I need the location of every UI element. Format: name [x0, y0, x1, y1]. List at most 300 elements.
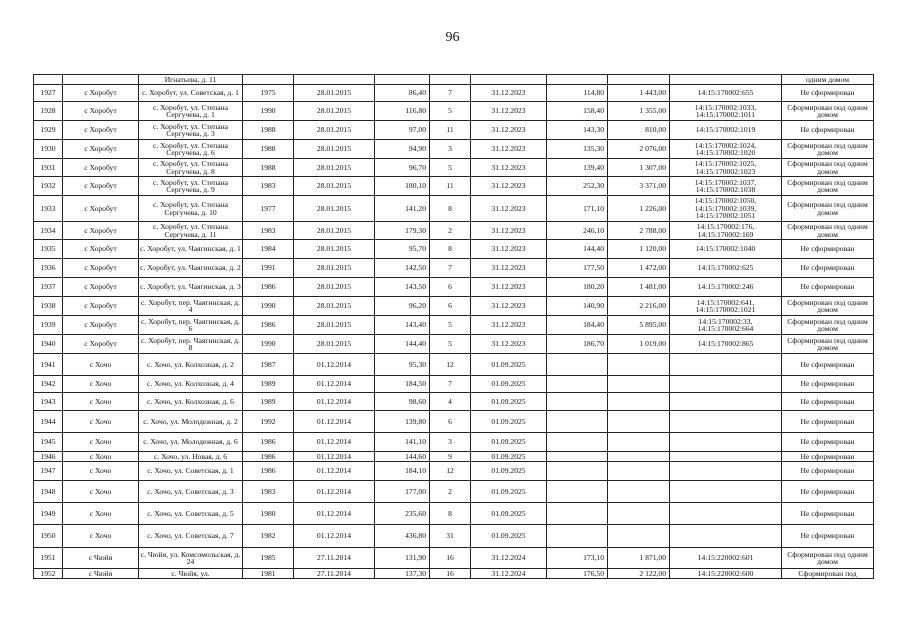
cell-year-built: 1984 — [243, 240, 294, 259]
table-row — [34, 376, 874, 393]
cell-date: 28.01.2015 — [294, 121, 375, 140]
cell-cadastral-number — [670, 525, 782, 548]
table-row — [34, 121, 874, 140]
cell-cadastral-number — [670, 481, 782, 503]
cell-cadastral-number: 14:15:170002:33, 14:15:170002:664 — [670, 316, 782, 335]
cell-row-number: 1939 — [34, 316, 63, 335]
cell-area: 94,90 — [375, 140, 430, 159]
cell-date: 01.12.2014 — [294, 376, 375, 393]
cell-row-number: 1950 — [34, 525, 63, 548]
table-row — [34, 102, 874, 121]
cell-address: с. Хоробут, ул. Степана Сергучева, д. 11 — [139, 222, 243, 240]
cell-date: 28.01.2015 — [294, 222, 375, 240]
cell-cadastral-number: 14:15:170002:1024, 14:15:170002:1020 — [670, 140, 782, 159]
cell-settlement: с Хоробут — [63, 121, 139, 140]
cell-land-area: 1 443,00 — [608, 85, 670, 102]
cell-settlement: с Хочо — [63, 376, 139, 393]
cell-cadastral-number — [670, 503, 782, 525]
cell-date: 28.01.2015 — [294, 297, 375, 316]
cell-date: 01.12.2014 — [294, 481, 375, 503]
cell-year-built: 1988 — [243, 121, 294, 140]
cell-deadline: 01.09.2025 — [471, 354, 547, 376]
cell-area-total — [547, 376, 608, 393]
cell-year-built — [243, 75, 294, 85]
cell-year-built: 1990 — [243, 335, 294, 354]
cell-land-area: 810,00 — [608, 121, 670, 140]
table-row — [34, 259, 874, 278]
cell-land-area: 1 226,00 — [608, 196, 670, 222]
cell-area: 179,30 — [375, 222, 430, 240]
cell-address: с. Хоробут, ул. Чаягинская, д. 2 — [139, 259, 243, 278]
cell-land-status: Сформирован под одним домом — [782, 297, 874, 316]
cell-date: 28.01.2015 — [294, 196, 375, 222]
cell-date: 28.01.2015 — [294, 259, 375, 278]
cell-residents: 12 — [430, 354, 471, 376]
cell-year-built: 1987 — [243, 354, 294, 376]
cell-address: с. Хочо, ул. Советская, д. 3 — [139, 481, 243, 503]
cell-land-area: 1 355,00 — [608, 102, 670, 121]
cell-area: 180,10 — [375, 177, 430, 196]
cell-residents: 3 — [430, 140, 471, 159]
cell-year-built: 1990 — [243, 297, 294, 316]
cell-deadline: 31.12.2023 — [471, 85, 547, 102]
cell-area: 143,50 — [375, 278, 430, 297]
cell-land-area — [608, 411, 670, 433]
cell-address: с. Хочо, ул. Колхозная, д. 4 — [139, 376, 243, 393]
cell-land-status: Не сформирован — [782, 240, 874, 259]
cell-row-number: 1932 — [34, 177, 63, 196]
cell-year-built: 1985 — [243, 548, 294, 569]
cell-date: 28.01.2015 — [294, 102, 375, 121]
cell-year-built: 1986 — [243, 433, 294, 452]
registry-body — [34, 75, 874, 579]
cell-address: с. Хочо, ул. Советская, д. 5 — [139, 503, 243, 525]
cell-area-total: 139,40 — [547, 159, 608, 177]
cell-land-area — [608, 75, 670, 85]
cell-land-area: 3 371,00 — [608, 177, 670, 196]
table-row — [34, 85, 874, 102]
cell-area: 95,30 — [375, 354, 430, 376]
cell-settlement: с Хоробут — [63, 259, 139, 278]
cell-date: 28.01.2015 — [294, 140, 375, 159]
cell-year-built: 1982 — [243, 525, 294, 548]
cell-land-area: 1 307,00 — [608, 159, 670, 177]
cell-area-total: 177,50 — [547, 259, 608, 278]
cell-residents: 8 — [430, 503, 471, 525]
cell-residents: 6 — [430, 278, 471, 297]
cell-area: 139,80 — [375, 411, 430, 433]
cell-area: 184,10 — [375, 462, 430, 481]
cell-settlement: с Хоробут — [63, 102, 139, 121]
cell-residents: 7 — [430, 376, 471, 393]
cell-area-total — [547, 452, 608, 462]
housing-registry-table — [33, 74, 874, 579]
table-row — [34, 393, 874, 411]
cell-deadline: 31.12.2023 — [471, 121, 547, 140]
cell-cadastral-number — [670, 462, 782, 481]
cell-area-total — [547, 433, 608, 452]
cell-deadline: 31.12.2023 — [471, 196, 547, 222]
cell-area-total — [547, 525, 608, 548]
cell-area-total: 176,50 — [547, 569, 608, 579]
cell-area: 86,40 — [375, 85, 430, 102]
cell-date: 01.12.2014 — [294, 393, 375, 411]
cell-row-number: 1929 — [34, 121, 63, 140]
cell-area-total — [547, 75, 608, 85]
cell-deadline: 31.12.2023 — [471, 259, 547, 278]
cell-deadline: 01.09.2025 — [471, 525, 547, 548]
cell-row-number: 1930 — [34, 140, 63, 159]
cell-area-total: 143,30 — [547, 121, 608, 140]
cell-residents: 2 — [430, 222, 471, 240]
cell-deadline: 01.09.2025 — [471, 462, 547, 481]
cell-row-number: 1943 — [34, 393, 63, 411]
cell-year-built: 1992 — [243, 411, 294, 433]
cell-cadastral-number: 14:15:170002:655 — [670, 85, 782, 102]
cell-area: 116,80 — [375, 102, 430, 121]
cell-land-area: 2 076,00 — [608, 140, 670, 159]
cell-row-number: 1952 — [34, 569, 63, 579]
cell-land-area — [608, 433, 670, 452]
cell-residents: 8 — [430, 196, 471, 222]
cell-row-number: 1937 — [34, 278, 63, 297]
cell-area: 98,60 — [375, 393, 430, 411]
cell-row-number: 1945 — [34, 433, 63, 452]
cell-row-number: 1934 — [34, 222, 63, 240]
table-row — [34, 481, 874, 503]
cell-address: Игнатьева, д. 11 — [139, 75, 243, 85]
cell-area-total: 135,30 — [547, 140, 608, 159]
cell-land-area: 1 472,00 — [608, 259, 670, 278]
cell-area-total: 246,10 — [547, 222, 608, 240]
table-row — [34, 75, 874, 85]
cell-settlement: с Чюйя — [63, 569, 139, 579]
cell-residents: 9 — [430, 452, 471, 462]
cell-deadline: 31.12.2023 — [471, 140, 547, 159]
cell-settlement: с Хочо — [63, 393, 139, 411]
cell-land-area — [608, 503, 670, 525]
cell-land-area: 1 019,00 — [608, 335, 670, 354]
cell-row-number: 1928 — [34, 102, 63, 121]
cell-settlement: с Хоробут — [63, 297, 139, 316]
cell-deadline: 31.12.2023 — [471, 240, 547, 259]
cell-row-number: 1935 — [34, 240, 63, 259]
cell-land-status: Сформирован под одним домом — [782, 177, 874, 196]
cell-area-total: 180,20 — [547, 278, 608, 297]
cell-settlement: с Хоробут — [63, 335, 139, 354]
cell-area: 177,00 — [375, 481, 430, 503]
cell-settlement: с Хочо — [63, 354, 139, 376]
cell-cadastral-number: 14:15:170002:641, 14:15:170002:1021 — [670, 297, 782, 316]
cell-settlement: с Хочо — [63, 503, 139, 525]
cell-deadline: 01.09.2025 — [471, 393, 547, 411]
cell-address: с. Хоробут, ул. Советская, д. 1 — [139, 85, 243, 102]
cell-land-area — [608, 481, 670, 503]
cell-deadline: 31.12.2024 — [471, 548, 547, 569]
cell-area: 95,70 — [375, 240, 430, 259]
cell-area-total: 173,10 — [547, 548, 608, 569]
table-row — [34, 196, 874, 222]
cell-address: с. Хоробут, ул. Степана Сергучева, д. 8 — [139, 159, 243, 177]
cell-land-status: Не сформирован — [782, 354, 874, 376]
cell-land-status: Не сформирован — [782, 525, 874, 548]
cell-area-total: 186,70 — [547, 335, 608, 354]
cell-settlement — [63, 75, 139, 85]
cell-row-number: 1936 — [34, 259, 63, 278]
cell-land-area: 5 895,00 — [608, 316, 670, 335]
cell-cadastral-number — [670, 411, 782, 433]
cell-residents: 5 — [430, 102, 471, 121]
cell-area-total: 252,30 — [547, 177, 608, 196]
cell-settlement: с Хочо — [63, 481, 139, 503]
cell-date: 27.11.2014 — [294, 569, 375, 579]
cell-year-built: 1991 — [243, 259, 294, 278]
cell-address: с. Хоробут, ул. Степана Сергучева, д. 10 — [139, 196, 243, 222]
cell-deadline: 01.09.2025 — [471, 433, 547, 452]
cell-land-area: 1 871,00 — [608, 548, 670, 569]
cell-deadline: 31.12.2023 — [471, 159, 547, 177]
cell-residents: 6 — [430, 297, 471, 316]
cell-residents: 3 — [430, 433, 471, 452]
cell-land-status: одним домом — [782, 75, 874, 85]
cell-cadastral-number: 14:15:170002:176, 14:15:170002:169 — [670, 222, 782, 240]
table-row — [34, 548, 874, 569]
table-row — [34, 462, 874, 481]
cell-residents: 11 — [430, 177, 471, 196]
table-row — [34, 159, 874, 177]
cell-land-area: 1 481,00 — [608, 278, 670, 297]
cell-area: 96,20 — [375, 297, 430, 316]
cell-land-area — [608, 452, 670, 462]
cell-row-number: 1947 — [34, 462, 63, 481]
cell-area-total — [547, 481, 608, 503]
cell-land-area: 2 216,00 — [608, 297, 670, 316]
cell-address: с. Чюйя, ул. — [139, 569, 243, 579]
cell-cadastral-number — [670, 354, 782, 376]
cell-date: 28.01.2015 — [294, 240, 375, 259]
cell-land-status: Сформирован под одним домом — [782, 222, 874, 240]
cell-address: с. Чюйя, ул. Комсомольская, д. 24 — [139, 548, 243, 569]
cell-land-area: 2 788,00 — [608, 222, 670, 240]
cell-date: 28.01.2015 — [294, 316, 375, 335]
cell-area: 144,40 — [375, 335, 430, 354]
cell-date: 28.01.2015 — [294, 335, 375, 354]
cell-settlement: с Хочо — [63, 411, 139, 433]
cell-date: 01.12.2014 — [294, 433, 375, 452]
cell-row-number: 1949 — [34, 503, 63, 525]
cell-residents: 7 — [430, 259, 471, 278]
cell-area: 436,80 — [375, 525, 430, 548]
cell-area: 96,70 — [375, 159, 430, 177]
table-row — [34, 297, 874, 316]
cell-date: 01.12.2014 — [294, 503, 375, 525]
cell-date: 01.12.2014 — [294, 462, 375, 481]
cell-residents: 5 — [430, 335, 471, 354]
cell-land-area — [608, 393, 670, 411]
cell-settlement: с Хоробут — [63, 240, 139, 259]
cell-residents: 6 — [430, 411, 471, 433]
cell-land-status: Сформирован под одним домом — [782, 335, 874, 354]
cell-address: с. Хоробут, ул. Чаягинская, д. 1 — [139, 240, 243, 259]
cell-settlement: с Хоробут — [63, 140, 139, 159]
cell-land-status: Не сформирован — [782, 259, 874, 278]
cell-deadline: 01.09.2025 — [471, 376, 547, 393]
cell-address: с. Хочо, ул. Молодежная, д. 6 — [139, 433, 243, 452]
cell-land-status: Сформирован под одним домом — [782, 548, 874, 569]
table-row — [34, 503, 874, 525]
cell-row-number: 1946 — [34, 452, 63, 462]
cell-row-number: 1941 — [34, 354, 63, 376]
cell-cadastral-number: 14:15:170002:1050, 14:15:170002:1039, 14:15:170002:1051 — [670, 196, 782, 222]
cell-land-status: Не сформирован — [782, 462, 874, 481]
cell-deadline: 01.09.2025 — [471, 452, 547, 462]
table-row — [34, 240, 874, 259]
cell-address: с. Хочо, ул. Советская, д. 1 — [139, 462, 243, 481]
cell-area: 97,00 — [375, 121, 430, 140]
cell-area: 184,50 — [375, 376, 430, 393]
cell-row-number — [34, 75, 63, 85]
cell-land-status: Не сформирован — [782, 121, 874, 140]
table-row — [34, 411, 874, 433]
cell-land-area: 1 120,00 — [608, 240, 670, 259]
cell-settlement: с Хоробут — [63, 177, 139, 196]
cell-area-total: 114,80 — [547, 85, 608, 102]
cell-year-built: 1986 — [243, 278, 294, 297]
cell-land-status: Не сформирован — [782, 85, 874, 102]
cell-settlement: с Хоробут — [63, 278, 139, 297]
cell-address: с. Хочо, ул. Колхозная, д. 2 — [139, 354, 243, 376]
cell-date: 28.01.2015 — [294, 85, 375, 102]
cell-deadline: 31.12.2023 — [471, 316, 547, 335]
cell-address: с. Хоробут, пер. Чаягинская, д. 6 — [139, 316, 243, 335]
cell-address: с. Хочо, ул. Колхозная, д. 6 — [139, 393, 243, 411]
cell-date: 01.12.2014 — [294, 452, 375, 462]
cell-address: с. Хоробут, ул. Чаягинская, д. 3 — [139, 278, 243, 297]
cell-address: с. Хоробут, пер. Чаягинская, д. 4 — [139, 297, 243, 316]
table-row — [34, 525, 874, 548]
cell-row-number: 1948 — [34, 481, 63, 503]
cell-year-built: 1989 — [243, 393, 294, 411]
cell-deadline: 31.12.2023 — [471, 177, 547, 196]
table-row — [34, 335, 874, 354]
table-row — [34, 569, 874, 579]
cell-land-status: Не сформирован — [782, 411, 874, 433]
cell-area — [375, 75, 430, 85]
cell-year-built: 1983 — [243, 222, 294, 240]
cell-cadastral-number: 14:15:170002:246 — [670, 278, 782, 297]
cell-cadastral-number: 14:15:220002:601 — [670, 548, 782, 569]
cell-address: с. Хочо, ул. Советская, д. 7 — [139, 525, 243, 548]
cell-row-number: 1933 — [34, 196, 63, 222]
cell-residents: 4 — [430, 393, 471, 411]
cell-date: 01.12.2014 — [294, 354, 375, 376]
cell-row-number: 1944 — [34, 411, 63, 433]
cell-area: 144,60 — [375, 452, 430, 462]
cell-deadline — [471, 75, 547, 85]
cell-residents: 2 — [430, 481, 471, 503]
cell-residents: 31 — [430, 525, 471, 548]
cell-area-total — [547, 393, 608, 411]
table-row — [34, 177, 874, 196]
cell-land-status: Не сформирован — [782, 452, 874, 462]
cell-year-built: 1977 — [243, 196, 294, 222]
cell-date: 27.11.2014 — [294, 548, 375, 569]
cell-date: 01.12.2014 — [294, 411, 375, 433]
cell-area-total — [547, 462, 608, 481]
cell-land-status: Сформирован под одним домом — [782, 196, 874, 222]
cell-land-area — [608, 354, 670, 376]
cell-cadastral-number: 14:15:170002:1019 — [670, 121, 782, 140]
cell-address: с. Хоробут, пер. Чаягинская, д. 8 — [139, 335, 243, 354]
cell-row-number: 1942 — [34, 376, 63, 393]
cell-area-total: 144,40 — [547, 240, 608, 259]
cell-settlement: с Хочо — [63, 525, 139, 548]
cell-land-area — [608, 462, 670, 481]
cell-year-built: 1988 — [243, 140, 294, 159]
cell-cadastral-number — [670, 452, 782, 462]
cell-area-total: 158,40 — [547, 102, 608, 121]
cell-area: 141,10 — [375, 433, 430, 452]
cell-area: 143,40 — [375, 316, 430, 335]
cell-date: 01.12.2014 — [294, 525, 375, 548]
cell-cadastral-number: 14:15:170002:1033, 14:15:170002:1011 — [670, 102, 782, 121]
cell-settlement: с Хоробут — [63, 85, 139, 102]
cell-land-status: Не сформирован — [782, 433, 874, 452]
cell-land-status: Сформирован под одним домом — [782, 140, 874, 159]
cell-row-number: 1938 — [34, 297, 63, 316]
cell-area: 141,20 — [375, 196, 430, 222]
cell-settlement: с Хочо — [63, 452, 139, 462]
table-row — [34, 140, 874, 159]
cell-deadline: 31.12.2023 — [471, 278, 547, 297]
cell-year-built: 1981 — [243, 569, 294, 579]
cell-land-status: Не сформирован — [782, 376, 874, 393]
cell-land-area: 2 122,00 — [608, 569, 670, 579]
cell-year-built: 1990 — [243, 102, 294, 121]
cell-residents: 16 — [430, 569, 471, 579]
cell-area-total: 184,40 — [547, 316, 608, 335]
cell-deadline: 01.09.2025 — [471, 481, 547, 503]
cell-deadline: 31.12.2023 — [471, 102, 547, 121]
cell-residents: 5 — [430, 316, 471, 335]
cell-deadline: 31.12.2023 — [471, 297, 547, 316]
cell-residents: 12 — [430, 462, 471, 481]
cell-year-built: 1986 — [243, 316, 294, 335]
cell-address: с. Хоробут, ул. Степана Сергучева, д. 1 — [139, 102, 243, 121]
page-number: 96 — [445, 30, 460, 45]
cell-settlement: с Хоробут — [63, 222, 139, 240]
cell-cadastral-number: 14:15:220002:600 — [670, 569, 782, 579]
cell-area-total — [547, 411, 608, 433]
table-row — [34, 278, 874, 297]
cell-year-built: 1975 — [243, 85, 294, 102]
cell-address: с. Хоробут, ул. Степана Сергучева, д. 6 — [139, 140, 243, 159]
cell-land-status: Не сформирован — [782, 278, 874, 297]
cell-cadastral-number: 14:15:170002:625 — [670, 259, 782, 278]
cell-date — [294, 75, 375, 85]
cell-settlement: с Хоробут — [63, 196, 139, 222]
cell-cadastral-number — [670, 433, 782, 452]
cell-land-area — [608, 525, 670, 548]
cell-cadastral-number: 14:15:170002:1040 — [670, 240, 782, 259]
cell-year-built: 1989 — [243, 376, 294, 393]
table-row — [34, 316, 874, 335]
cell-cadastral-number — [670, 376, 782, 393]
cell-residents: 11 — [430, 121, 471, 140]
cell-area: 131,90 — [375, 548, 430, 569]
cell-residents — [430, 75, 471, 85]
cell-land-status: Сформирован под одним домом — [782, 102, 874, 121]
